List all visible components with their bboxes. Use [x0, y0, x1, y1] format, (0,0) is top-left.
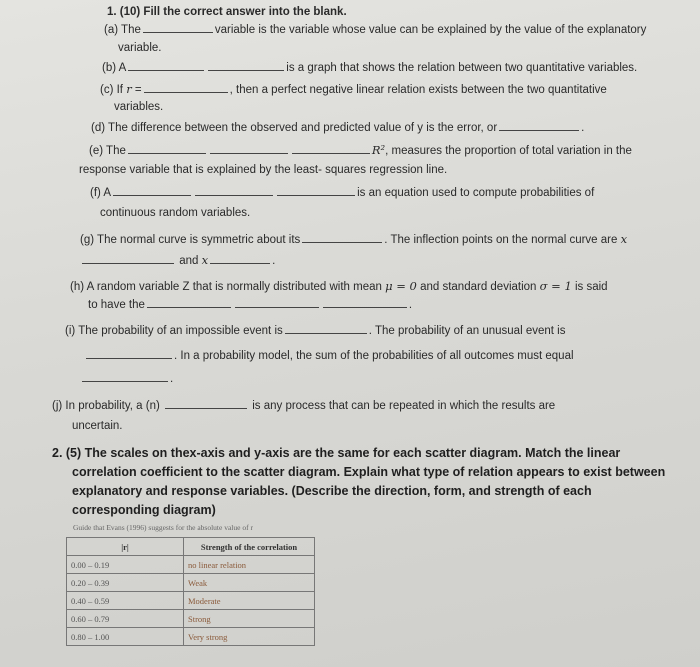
- q1g-period: .: [272, 255, 276, 267]
- table-row: [67, 628, 315, 646]
- q1i-period: .: [170, 373, 174, 385]
- table-cell-range: 0.40 – 0.59: [67, 592, 184, 610]
- q1f-line2: continuous random variables.: [100, 207, 251, 219]
- q1f-blank-1: [113, 194, 191, 196]
- q1a-text: variable is the variable whose value can be explained by the value of the explanatory: [214, 24, 647, 36]
- question-2-line1: 2. (5) The scales on thex-axis and y-axis are the same for each scatter diagram. Match the linear: [52, 446, 621, 460]
- table-row: [67, 574, 315, 592]
- q1i-blank-1: [285, 332, 367, 334]
- q1f-text: is an equation used to compute probabilities of: [357, 187, 595, 199]
- q1g-line1: [80, 232, 627, 246]
- q1h-text-4: to have the: [88, 299, 145, 311]
- table-cell-strength: Weak: [184, 574, 315, 592]
- q1b-line: [102, 62, 637, 74]
- question-2-line2: correlation coefficient to the scatter diagram. Explain what type of relation appears to exist between: [72, 465, 666, 479]
- table-row: [67, 556, 315, 574]
- q1f-blank-3: [277, 194, 355, 196]
- q1c-blank: [144, 91, 228, 93]
- q1b-blank-2: [208, 69, 284, 71]
- q1c-eq: =: [131, 84, 142, 96]
- table-cell-strength: no linear relation: [184, 556, 315, 574]
- q1h-text-3: is said: [574, 281, 608, 293]
- q1i-text-2: . The probability of an unusual event is: [368, 325, 566, 337]
- q1f-blank-2: [195, 194, 273, 196]
- q1g-x2: x: [201, 253, 209, 267]
- q1g-x: x: [620, 232, 628, 246]
- correlation-guide-table: [66, 537, 315, 646]
- q1g-blank-3: [210, 262, 270, 264]
- q1b-label: (b) A: [102, 62, 127, 74]
- q1e-blank-3: [292, 152, 370, 154]
- q1h-line2: [88, 299, 412, 311]
- table-header-strength: Strength of the correlation: [184, 538, 315, 556]
- question-1-heading: 1. (10) Fill the correct answer into the blank.: [107, 6, 347, 18]
- q1e-line2: response variable that is explained by the least- squares regression line.: [79, 164, 448, 176]
- table-header-r: |r|: [67, 538, 184, 556]
- q1g-line2: [80, 253, 275, 267]
- q1g-text-2: . The inflection points on the normal curve are: [384, 234, 618, 246]
- q1i-text: (i) The probability of an impossible event is: [65, 325, 283, 337]
- q1h-line1: [70, 279, 608, 293]
- table-cell-range: 0.20 – 0.39: [67, 574, 184, 592]
- q1g-and: and: [179, 255, 199, 267]
- q1h-mu: μ = 0: [385, 279, 417, 293]
- q1j-text: (j) In probability, a (n): [52, 400, 160, 412]
- q1d-line: [91, 122, 584, 134]
- q1h-sigma: σ = 1: [539, 279, 572, 293]
- q1g-blank-2: [82, 262, 174, 264]
- q1i-line3: [80, 373, 173, 385]
- q1f-line1: [90, 187, 594, 199]
- q1h-text-2: and standard deviation: [420, 281, 537, 293]
- q1c-text: , then a perfect negative linear relation exists between the two quantitative: [229, 84, 607, 96]
- q1c-label: (c) If: [100, 84, 123, 96]
- question-2-line3: explanatory and response variables. (Describe the direction, form, and strength of each: [72, 484, 592, 498]
- q1d-period: .: [581, 122, 585, 134]
- table-cell-range: 0.60 – 0.79: [67, 610, 184, 628]
- q1e-line1: [89, 143, 632, 157]
- q1e-blank-1: [128, 152, 206, 154]
- q1i-blank-2: [86, 357, 172, 359]
- q1j-line1: [52, 400, 555, 412]
- q1f-label: (f) A: [90, 187, 112, 199]
- q1b-text: is a graph that shows the relation between two quantitative variables.: [286, 62, 638, 74]
- q1d-blank: [499, 129, 579, 131]
- table-row: [67, 610, 315, 628]
- table-cell-strength: Strong: [184, 610, 315, 628]
- q1c-r: r: [126, 82, 132, 96]
- q1j-blank: [165, 407, 247, 409]
- q1j-line2: uncertain.: [72, 420, 123, 432]
- q1a-label: (a) The: [104, 24, 141, 36]
- q1h-blank-1: [147, 306, 231, 308]
- q1g-text: (g) The normal curve is symmetric about its: [80, 234, 301, 246]
- question-2-line4: corresponding diagram): [72, 503, 216, 517]
- table-cell-strength: Very strong: [184, 628, 315, 646]
- q1h-blank-2: [235, 306, 319, 308]
- q1e-blank-2: [210, 152, 288, 154]
- q1d-text: (d) The difference between the observed and predicted value of y is the error, or: [91, 122, 498, 134]
- q1e-label: (e) The: [89, 145, 126, 157]
- q1c-line1: [100, 82, 607, 96]
- q1i-line1: [65, 325, 565, 337]
- q1c-line2: variables.: [114, 101, 164, 113]
- q1a-line1: [104, 24, 646, 36]
- q1j-text-2: is any process that can be repeated in which the results are: [252, 400, 556, 412]
- q1e-text: , measures the proportion of total variation in the: [385, 145, 632, 157]
- guide-note: Guide that Evans (1996) suggests for the absolute value of r: [73, 523, 253, 532]
- q1a-line2: variable.: [118, 42, 162, 54]
- q1i-blank-3: [82, 380, 168, 382]
- q1a-blank: [143, 31, 213, 33]
- table-row: [67, 592, 315, 610]
- table-header-row: [67, 538, 315, 556]
- q1g-blank-1: [302, 241, 382, 243]
- q1h-period: .: [408, 299, 413, 311]
- table-cell-range: 0.80 – 1.00: [67, 628, 184, 646]
- q1e-r2: R²: [371, 143, 386, 157]
- q1i-line2: [84, 350, 574, 362]
- q1h-text: (h) A random variable Z that is normally distributed with mean: [70, 281, 382, 293]
- q1b-blank-1: [128, 69, 204, 71]
- q1i-text-3: . In a probability model, the sum of the probabilities of all outcomes must equal: [174, 350, 574, 362]
- table-cell-range: 0.00 – 0.19: [67, 556, 184, 574]
- table-cell-strength: Moderate: [184, 592, 315, 610]
- q1h-blank-3: [323, 306, 407, 308]
